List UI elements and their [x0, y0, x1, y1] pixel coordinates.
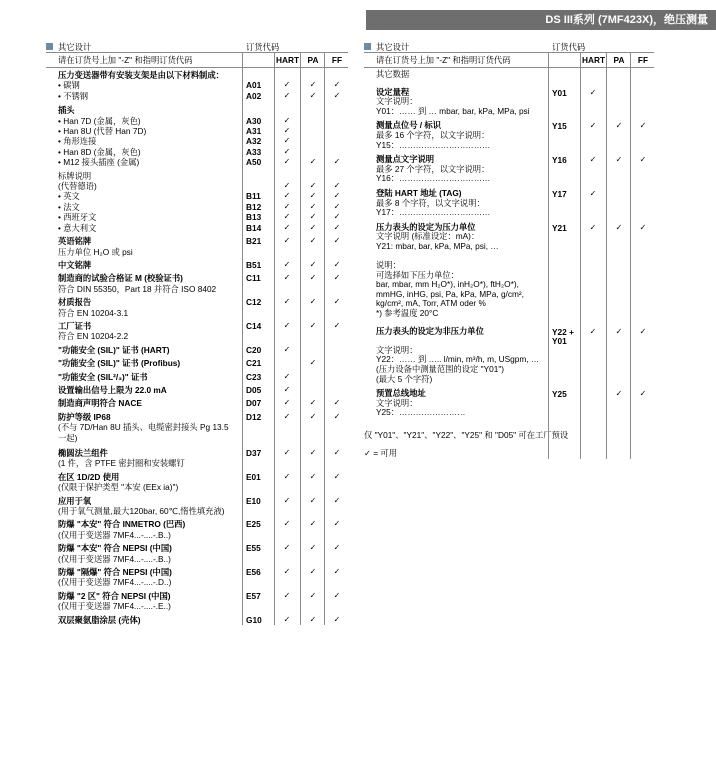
header-title: 其它设计: [376, 42, 410, 52]
page-title: DS III系列 (7MF423X)，绝压测量: [545, 14, 708, 26]
check-icon: ✓: [615, 155, 623, 165]
footnote: 仅 "Y01"、"Y21"、"Y22"、"Y25" 和 "D05" 可在工厂预设: [364, 430, 569, 440]
legend-check-icon: ✓: [364, 448, 371, 459]
order-code: E01: [246, 471, 261, 482]
row-line: (最大 5 个字符): [376, 373, 433, 384]
order-code: A50: [246, 157, 262, 168]
table-row: [46, 105, 348, 167]
check-icon: ✓: [589, 87, 597, 97]
row-line: 文字说明：: [376, 397, 418, 408]
row-description: [46, 297, 242, 318]
check-icon: ✓: [283, 614, 291, 624]
check-icon: ✓: [333, 495, 341, 505]
header-order-code: 订货代码: [552, 42, 586, 52]
check-icon: ✓: [283, 212, 291, 222]
row-description: [46, 591, 242, 612]
check-icon: ✓: [309, 191, 317, 201]
check-icon: ✓: [309, 259, 317, 269]
table-row: [46, 398, 348, 408]
row-line: 文字说明：: [376, 96, 418, 107]
check-icon: ✓: [309, 411, 317, 421]
row-line: • 碳钢: [58, 80, 80, 91]
order-code: D37: [246, 448, 262, 458]
check-icon: ✓: [309, 358, 317, 368]
page-header-bar: [366, 10, 716, 30]
check-icon: ✓: [309, 201, 317, 211]
table-row: [46, 472, 348, 493]
check-icon: ✓: [309, 448, 317, 457]
row-line: 椭圆法兰组件: [58, 448, 108, 458]
table-row: [46, 358, 348, 368]
check-icon: ✓: [309, 567, 317, 577]
row-description: [364, 70, 548, 80]
check-icon: ✓: [333, 614, 341, 624]
header-title: 其它设计: [58, 42, 92, 52]
order-code: B21: [246, 236, 262, 247]
row-line: mmHG, inHG, psi, Pa, kPa, MPa, g/cm²,: [376, 288, 524, 299]
check-icon: ✓: [283, 495, 291, 505]
order-code: C20: [246, 344, 262, 355]
check-icon: ✓: [283, 344, 291, 354]
check-icon: ✓: [589, 121, 597, 131]
check-icon: ✓: [333, 567, 341, 577]
subheader-text: 请在订货号上加 "-Z" 和指明订货代码: [58, 55, 193, 65]
table-row: [46, 591, 348, 612]
row-description: [364, 389, 548, 418]
row-line: • 不锈钢: [58, 90, 89, 101]
row-line: • M12 接头插座 (金属): [58, 157, 140, 168]
row-description: [46, 358, 242, 368]
row-line: 工厂证书: [58, 320, 92, 331]
order-code: E56: [246, 567, 261, 578]
check-icon: ✓: [309, 80, 317, 90]
check-icon: ✓: [283, 126, 291, 136]
row-line: *) 参考温度 20°C: [376, 308, 439, 319]
order-code: E10: [246, 495, 261, 506]
table-row: [46, 273, 348, 294]
row-line: 测量点文字说明: [376, 154, 435, 165]
row-line: • Han 7D (金属，灰色): [58, 115, 141, 126]
row-description: [46, 260, 242, 270]
check-icon: ✓: [333, 411, 341, 421]
row-line: (仅用于变送器 7MF4...-....-.B..): [58, 553, 171, 564]
check-icon: ✓: [283, 371, 291, 381]
row-line: Y15：……………………………: [376, 139, 491, 150]
row-line: 符合 EN 10204-2.2: [58, 331, 129, 342]
row-line: 制造商的试验合格证 M (校验证书): [58, 273, 183, 284]
check-icon: ✓: [333, 297, 341, 307]
row-description: [46, 615, 242, 625]
row-line: (仅用于变送器 7MF4...-....-.B..): [58, 529, 171, 540]
row-description: [364, 88, 548, 117]
row-description: [46, 398, 242, 408]
check-icon: ✓: [283, 146, 291, 156]
table-row: [46, 543, 348, 564]
table-header: [364, 42, 654, 53]
check-icon: ✓: [283, 191, 291, 201]
table-row: [364, 155, 654, 184]
table-header: [46, 42, 348, 53]
row-line: 最多 16 个字符，以文字说明：: [376, 129, 490, 140]
order-code: E55: [246, 543, 261, 554]
check-icon: ✓: [283, 181, 291, 191]
row-line: 设置输出信号上限为 22.0 mA: [58, 384, 167, 395]
header-marker: [46, 43, 53, 50]
table-row: [364, 70, 654, 80]
row-description: [46, 472, 242, 493]
check-icon: ✓: [589, 155, 597, 165]
check-icon: ✓: [283, 519, 291, 529]
row-line: Y21: mbar, bar, kPa, MPa, psi, …: [376, 240, 499, 251]
order-code: Y15: [552, 121, 567, 132]
table-row: [46, 519, 348, 540]
row-line: Y01：…… 到 … mbar, bar, kPa, MPa, psi: [376, 105, 530, 116]
check-icon: ✓: [639, 389, 647, 399]
row-line: 登陆 HART 地址 (TAG): [376, 187, 462, 198]
table-row: [46, 171, 348, 233]
row-line: 防爆 "2 区" 符合 NEPSI (中国): [58, 590, 171, 601]
row-line: kg/cm², mA, Torr, ATM oder %: [376, 298, 486, 309]
row-line: 一起): [58, 432, 78, 443]
row-description: [46, 321, 242, 342]
row-line: "功能安全 (SIL²/₃)" 证书: [58, 371, 148, 382]
order-code: Y21: [552, 222, 567, 233]
check-icon: ✓: [333, 519, 341, 529]
row-line: 英语铭牌: [58, 236, 92, 247]
row-line: • 英文: [58, 191, 80, 202]
check-icon: ✓: [283, 411, 291, 421]
row-line: (不与 7D/Han 8U 插头、电缆密封接头 Pg 13.5: [58, 422, 229, 433]
check-icon: ✓: [615, 389, 623, 399]
row-line: Y25：……………………: [376, 407, 466, 418]
row-line: 材质报告: [58, 297, 92, 308]
row-line: 压力变送器带有安装支架是由以下材料制成：: [58, 70, 224, 80]
check-icon: ✓: [589, 222, 597, 232]
row-line: (仅用于变送器 7MF4...-....-.E..): [58, 601, 171, 612]
table-row: [46, 496, 348, 517]
order-code: G10: [246, 614, 262, 625]
header-marker: [364, 43, 371, 50]
order-code: B11: [246, 191, 261, 202]
row-line: 制造商声明符合 NACE: [58, 398, 142, 409]
order-code: Y17: [552, 188, 567, 199]
check-icon: ✓: [309, 320, 317, 330]
table-row: [46, 372, 348, 382]
order-code: Y01: [552, 87, 567, 98]
row-description: [46, 236, 242, 257]
check-icon: ✓: [309, 590, 317, 600]
legend: [364, 448, 654, 458]
row-description: [46, 345, 242, 355]
right-table: [364, 42, 654, 459]
row-line: 防护等级 IP68: [58, 411, 111, 422]
column-header-ff: FF: [637, 55, 649, 65]
order-code: C11: [246, 273, 261, 284]
row-line: [376, 252, 548, 262]
check-icon: ✓: [589, 326, 597, 336]
check-icon: ✓: [639, 155, 647, 165]
check-icon: ✓: [333, 590, 341, 600]
table-row: [364, 88, 654, 117]
table-row: [46, 615, 348, 625]
check-icon: ✓: [333, 157, 341, 167]
check-icon: ✓: [333, 90, 341, 100]
table-row: [46, 345, 348, 355]
row-line: 防爆 "隔爆" 符合 NEPSI (中国): [58, 567, 172, 578]
check-icon: ✓: [283, 567, 291, 577]
table-row: [46, 385, 348, 395]
check-icon: ✓: [333, 236, 341, 246]
row-line: 预置总线地址: [376, 388, 426, 399]
row-description: [364, 223, 548, 319]
column-header-hart: HART: [276, 55, 300, 65]
table-row: [364, 327, 654, 385]
row-line: • 法文: [58, 201, 80, 212]
check-icon: ✓: [283, 320, 291, 330]
row-line: (仅限于保护类型 "本安 (EEx ia)"): [58, 482, 179, 493]
check-icon: ✓: [309, 471, 317, 481]
legend-text: = 可用: [373, 448, 398, 459]
row-description: [46, 496, 242, 517]
row-line: Y22：…… 到 ….. l/min, m³/h, m, USgpm, …: [376, 354, 540, 365]
table-row: [46, 448, 348, 469]
row-line: 压力表头的设定为非压力单位: [376, 325, 484, 336]
row-line: • 西班牙文: [58, 212, 97, 223]
order-code: B12: [246, 201, 262, 212]
check-icon: ✓: [283, 136, 291, 146]
row-line: • 角形连接: [58, 136, 97, 147]
check-icon: ✓: [333, 222, 341, 232]
header-order-code: 订货代码: [246, 42, 280, 52]
check-icon: ✓: [333, 471, 341, 481]
row-line: "功能安全 (SIL)" 证书 (Profibus): [58, 358, 181, 369]
check-icon: ✓: [283, 471, 291, 481]
row-line: 压力表头的设定为压力单位: [376, 221, 476, 232]
row-description: [46, 372, 242, 382]
row-description: [46, 273, 242, 294]
row-line: 防爆 "本安" 符合 INMETRO (巴西): [58, 519, 186, 530]
row-line: 其它数据: [376, 69, 410, 79]
row-line: (仅用于变送器 7MF4...-....-.D..): [58, 577, 172, 588]
table-row: [46, 260, 348, 270]
order-code: Y22 +: [552, 326, 574, 337]
check-icon: ✓: [333, 543, 341, 553]
row-description: [46, 448, 242, 469]
check-icon: ✓: [309, 273, 317, 283]
check-icon: ✓: [309, 495, 317, 505]
check-icon: ✓: [309, 90, 317, 100]
check-icon: ✓: [283, 273, 291, 283]
check-icon: ✓: [283, 590, 291, 600]
row-line: 最多 8 个字符，以文字说明：: [376, 197, 485, 208]
row-line: bar, mbar, mm H₂O*), inH₂O*), ftH₂O*),: [376, 279, 519, 290]
check-icon: ✓: [309, 157, 317, 167]
row-line: 文字说明 (标准设定：mA)：: [376, 231, 480, 242]
check-icon: ✓: [309, 519, 317, 529]
check-icon: ✓: [333, 320, 341, 330]
row-description: [364, 189, 548, 218]
check-icon: ✓: [639, 121, 647, 131]
row-line: (1 件，含 PTFE 密封圈和安装螺钉: [58, 458, 185, 469]
order-code: C12: [246, 297, 262, 308]
column-header-hart: HART: [582, 55, 606, 65]
row-line: 插头: [58, 105, 75, 116]
check-icon: ✓: [333, 80, 341, 90]
row-description: [364, 155, 548, 184]
check-icon: ✓: [309, 398, 317, 408]
check-icon: ✓: [309, 297, 317, 307]
table-row: [364, 389, 654, 418]
row-line: "功能安全 (SIL)" 证书 (HART): [58, 344, 170, 355]
row-line: (压力设备中测量范围的设定 "Y01"): [376, 364, 505, 375]
check-icon: ✓: [283, 297, 291, 307]
row-line: 中文铭牌: [58, 259, 92, 270]
table-row: [46, 412, 348, 443]
order-code: A33: [246, 146, 262, 157]
row-line: 双层聚氨脂涂层 (壳体): [58, 614, 141, 625]
order-code: Y01: [552, 336, 567, 347]
check-icon: ✓: [333, 181, 341, 191]
row-description: [46, 543, 242, 564]
order-code: D12: [246, 411, 262, 422]
row-description: [364, 327, 548, 385]
check-icon: ✓: [615, 326, 623, 336]
check-icon: ✓: [333, 201, 341, 211]
table-row: [364, 223, 654, 319]
order-code: B51: [246, 259, 262, 270]
check-icon: ✓: [283, 90, 291, 100]
check-icon: ✓: [283, 448, 291, 457]
row-description: [364, 121, 548, 150]
table-row: [364, 189, 654, 218]
order-code: A30: [246, 115, 262, 126]
row-line: 压力单位 H₂O 或 psi: [58, 246, 133, 257]
order-code: A02: [246, 90, 262, 101]
check-icon: ✓: [639, 326, 647, 336]
check-icon: ✓: [333, 212, 341, 222]
row-line: • 意大利文: [58, 222, 97, 233]
check-icon: ✓: [333, 191, 341, 201]
table-subheader: [364, 53, 654, 68]
row-description: [46, 70, 242, 101]
row-line: Y16：……………………………: [376, 173, 491, 184]
row-line: 在区 1D/2D 使用: [58, 471, 120, 482]
row-line: 文字说明：: [376, 344, 418, 355]
table-subheader: [46, 53, 348, 68]
check-icon: ✓: [309, 222, 317, 232]
subheader-text: 请在订货号上加 "-Z" 和指明订货代码: [376, 55, 511, 65]
row-description: [46, 105, 242, 167]
check-icon: ✓: [283, 201, 291, 211]
check-icon: ✓: [333, 398, 341, 408]
row-line: • Han 8D (金属，灰色): [58, 146, 141, 157]
check-icon: ✓: [333, 259, 341, 269]
row-line: 标牌说明: [58, 170, 92, 181]
check-icon: ✓: [283, 115, 291, 125]
row-description: [46, 519, 242, 540]
row-description: [46, 412, 242, 443]
order-code: Y16: [552, 155, 567, 166]
order-code: E25: [246, 519, 261, 530]
check-icon: ✓: [309, 614, 317, 624]
row-line: 测量点位号 / 标识: [376, 120, 441, 131]
row-line: 防爆 "本安" 符合 NEPSI (中国): [58, 543, 172, 554]
check-icon: ✓: [589, 188, 597, 198]
check-icon: ✓: [283, 384, 291, 394]
order-code: E57: [246, 590, 261, 601]
order-code: A31: [246, 126, 262, 137]
table-row: [46, 297, 348, 318]
table-row: [46, 70, 348, 101]
row-line: • Han 8U (代替 Han 7D): [58, 126, 147, 137]
row-description: [46, 385, 242, 395]
row-line: 可选择如下压力单位：: [376, 269, 459, 280]
row-line: (用于氧气测量,最大120bar, 60℃,惰性填充液): [58, 506, 225, 517]
order-code: Y25: [552, 389, 567, 400]
check-icon: ✓: [309, 543, 317, 553]
order-code: B14: [246, 222, 262, 233]
check-icon: ✓: [283, 398, 291, 408]
check-icon: ✓: [309, 212, 317, 222]
column-header-pa: PA: [613, 55, 625, 65]
table-row: [46, 321, 348, 342]
check-icon: ✓: [283, 543, 291, 553]
check-icon: ✓: [309, 181, 317, 191]
check-icon: ✓: [333, 273, 341, 283]
table-row: [364, 121, 654, 150]
order-code: C21: [246, 358, 262, 369]
order-code: C23: [246, 371, 262, 382]
row-line: (代替德语): [58, 181, 97, 192]
check-icon: ✓: [615, 121, 623, 131]
row-line: 说明：: [376, 260, 401, 271]
check-icon: ✓: [639, 222, 647, 232]
column-header-ff: FF: [331, 55, 343, 65]
check-icon: ✓: [615, 222, 623, 232]
check-icon: ✓: [309, 236, 317, 246]
order-code: D05: [246, 384, 262, 395]
order-code: C14: [246, 320, 262, 331]
row-line: 最多 27 个字符，以文字说明：: [376, 163, 490, 174]
row-description: [46, 567, 242, 588]
check-icon: ✓: [283, 80, 291, 90]
check-icon: ✓: [333, 448, 341, 457]
table-row: [46, 567, 348, 588]
row-line: 符合 EN 10204-3.1: [58, 307, 129, 318]
order-code: B13: [246, 212, 262, 223]
check-icon: ✓: [283, 157, 291, 167]
table-row: [46, 236, 348, 257]
check-icon: ✓: [283, 259, 291, 269]
row-line: 应用于氧: [58, 495, 92, 506]
left-table: [46, 42, 348, 625]
row-line: 符合 DIN 55350，Part 18 并符合 ISO 8402: [58, 283, 217, 294]
order-code: A01: [246, 80, 262, 91]
row-description: [46, 171, 242, 233]
row-line: 设定量程: [376, 86, 410, 97]
order-code: A32: [246, 136, 262, 147]
check-icon: ✓: [283, 236, 291, 246]
row-line: Y17：……………………………: [376, 207, 491, 218]
check-icon: ✓: [283, 222, 291, 232]
column-header-pa: PA: [307, 55, 319, 65]
order-code: D07: [246, 398, 262, 409]
